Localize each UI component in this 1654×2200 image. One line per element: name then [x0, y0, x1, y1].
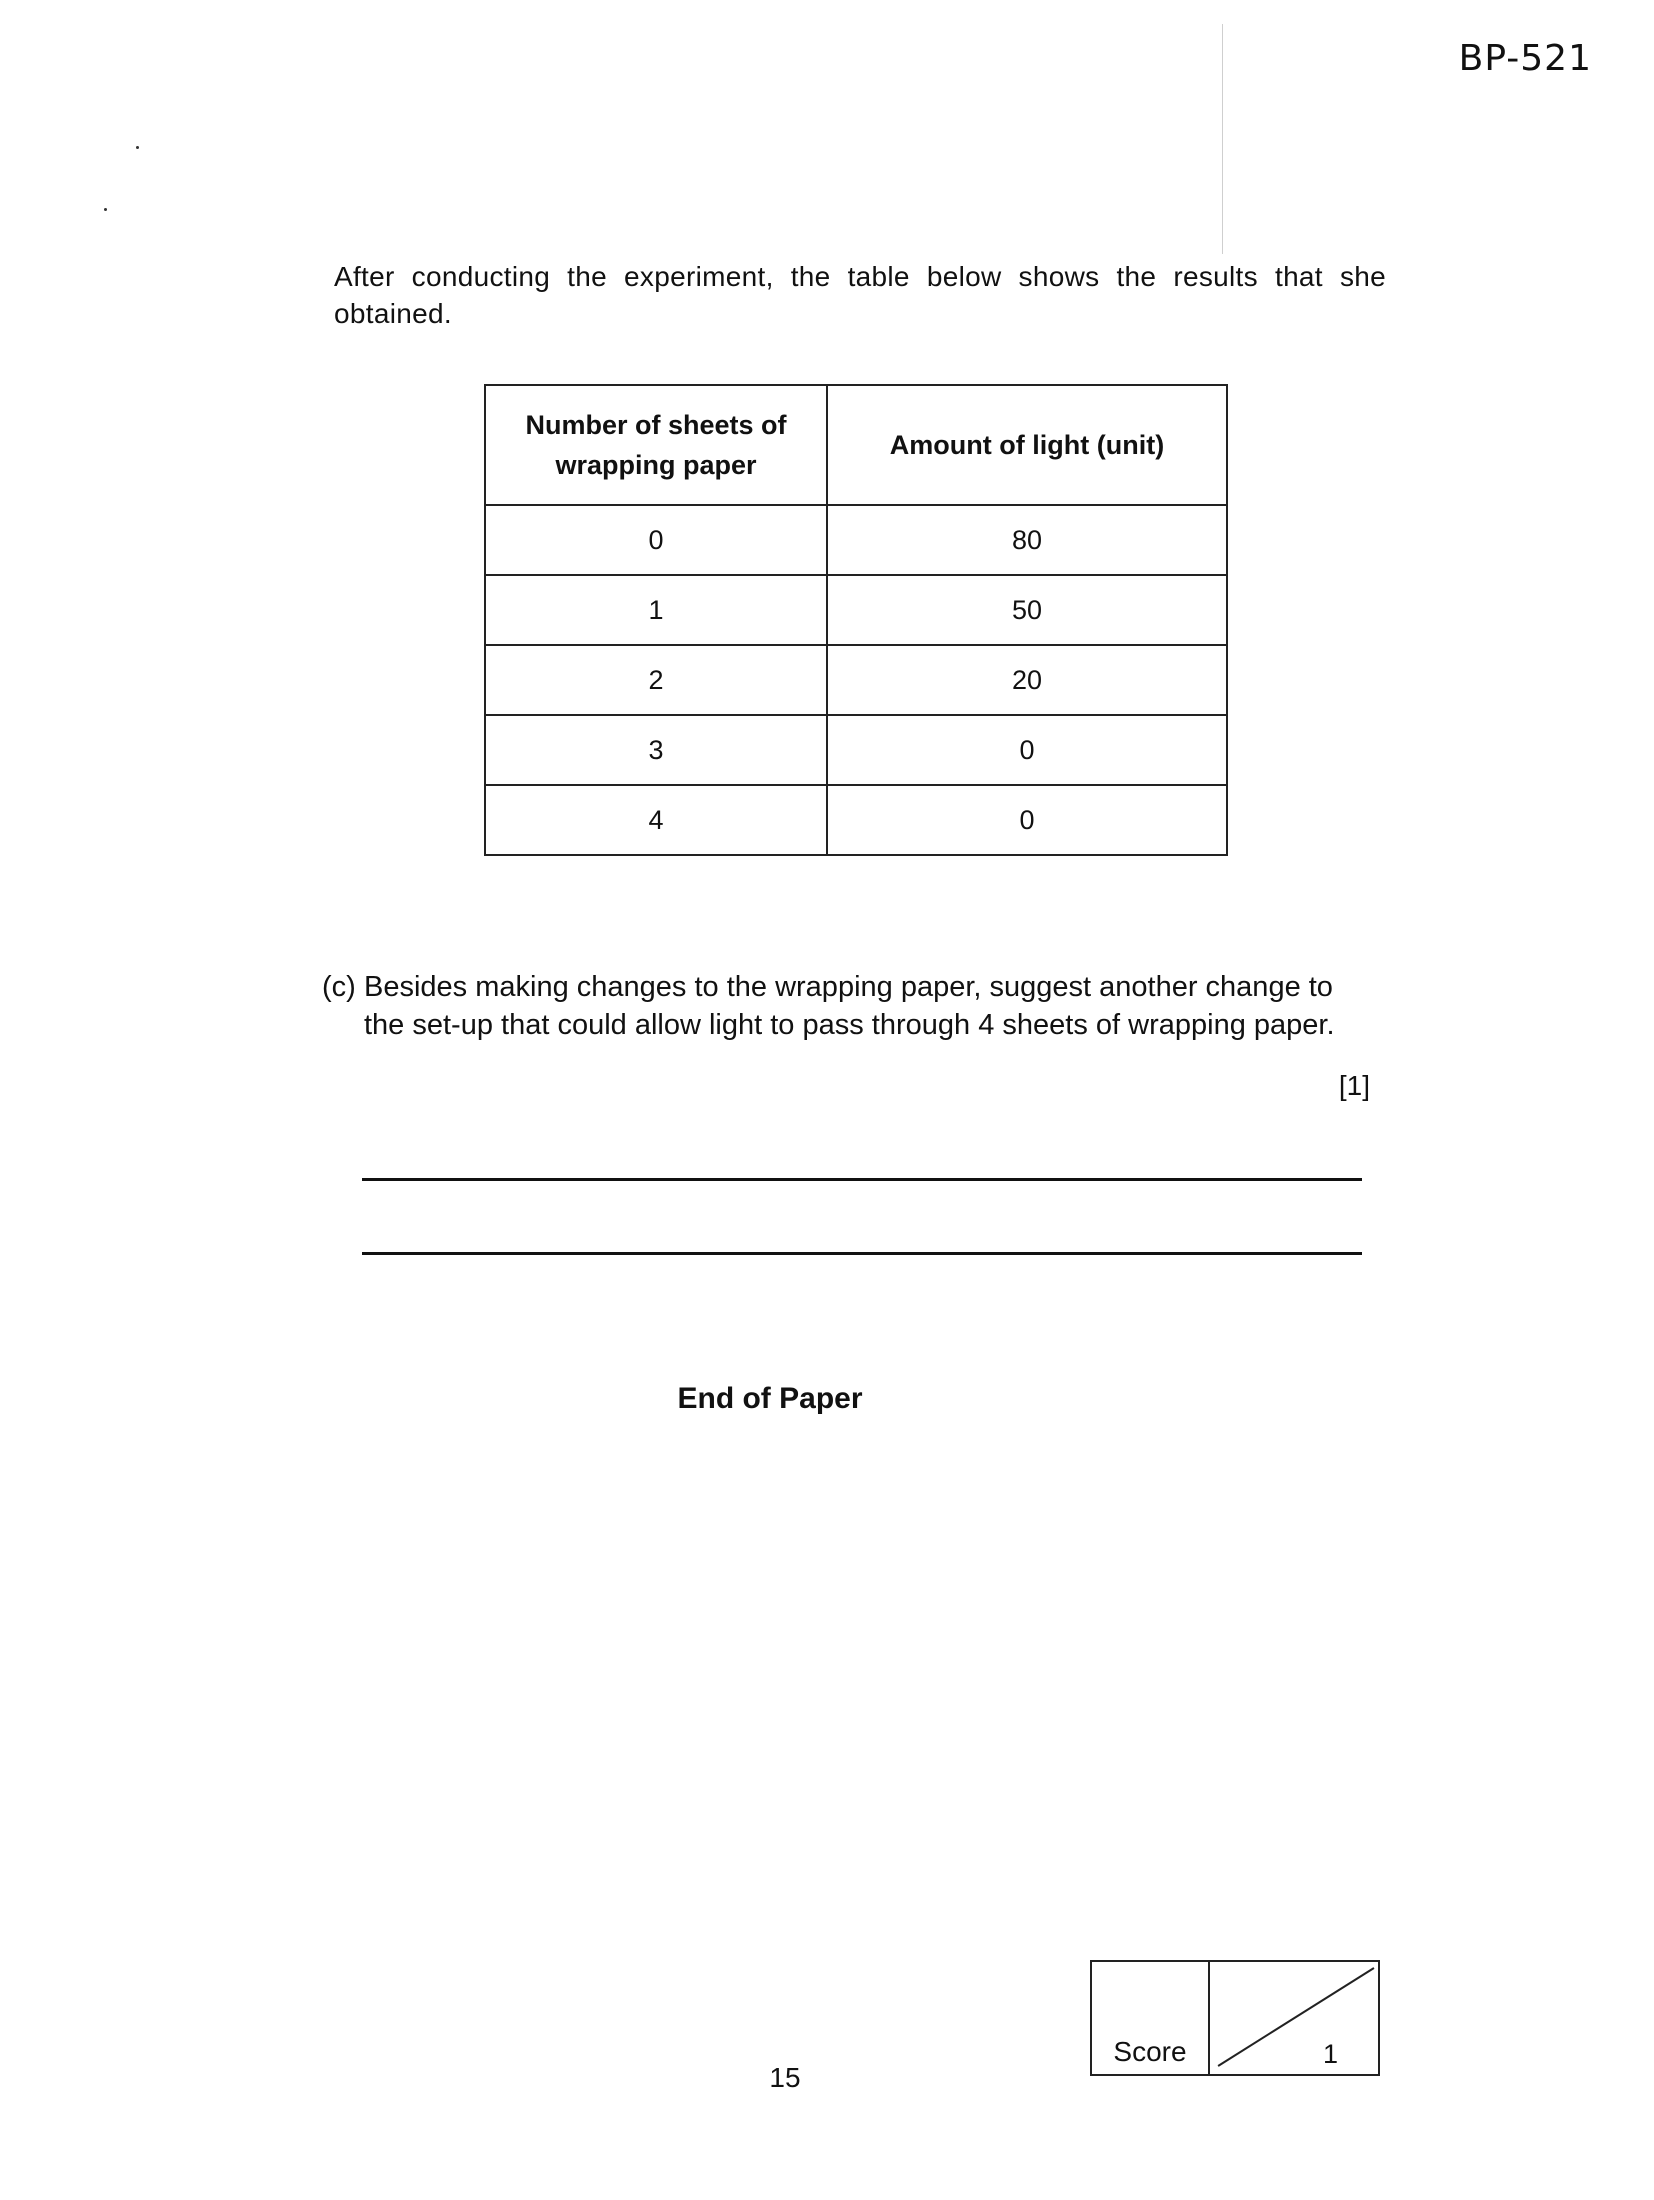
cell-sheets: 3 [485, 715, 827, 785]
end-of-paper: End of Paper [677, 1382, 863, 1415]
question-marks: [1] [1338, 1070, 1370, 1101]
answer-line[interactable] [362, 1252, 1362, 1255]
header-light: Amount of light (unit) [827, 385, 1227, 505]
table-row [485, 715, 1227, 785]
score-cell[interactable] [1210, 1962, 1378, 2074]
cell-sheets: 0 [485, 505, 827, 575]
cell-sheets: 2 [485, 645, 827, 715]
cell-light: 0 [827, 715, 1227, 785]
table-row [485, 505, 1227, 575]
score-max: 1 [1322, 2039, 1338, 2069]
cell-light: 50 [827, 575, 1227, 645]
score-label: Score [1092, 1962, 1210, 2074]
table-row [485, 575, 1227, 645]
question-label: (c) [322, 971, 356, 1003]
results-table [484, 384, 1228, 856]
scan-speck [136, 146, 139, 149]
scan-speck [104, 208, 107, 211]
cell-light: 0 [827, 785, 1227, 855]
page-number: 15 [769, 2062, 801, 2093]
score-box [1090, 1960, 1380, 2076]
question-c [322, 968, 1370, 1044]
table-header-row [485, 385, 1227, 505]
scan-artifact-rule [1222, 24, 1223, 254]
score-diagonal-icon [1210, 1962, 1378, 2074]
cell-light: 20 [827, 645, 1227, 715]
intro-text: After conducting the experiment, the table below shows the results that she obtained. [334, 261, 1386, 329]
cell-sheets: 1 [485, 575, 827, 645]
question-text-line1: Besides making changes to the wrapping paper, suggest another change to [364, 971, 1333, 1003]
cell-light: 80 [827, 505, 1227, 575]
answer-line[interactable] [362, 1178, 1362, 1181]
paper-code: BP-521 [1458, 38, 1592, 79]
cell-sheets: 4 [485, 785, 827, 855]
header-sheets: Number of sheets of wrapping paper [485, 385, 827, 505]
table-row [485, 645, 1227, 715]
table-row [485, 785, 1227, 855]
question-text-line2: the set-up that could allow light to pass through 4 sheets of wrapping paper. [364, 1009, 1335, 1041]
